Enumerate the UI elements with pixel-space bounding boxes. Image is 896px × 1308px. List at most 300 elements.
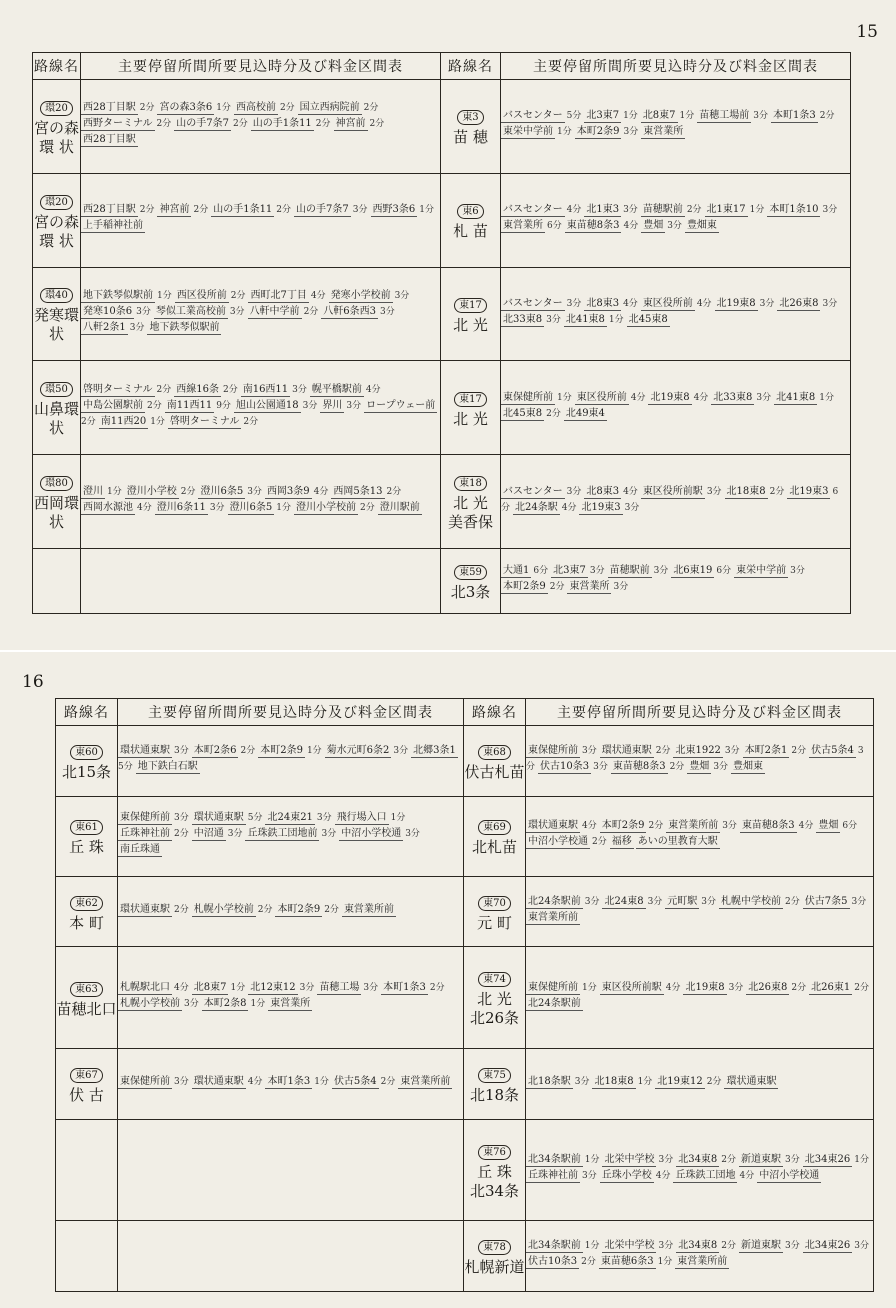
travel-time: 1分 [582, 982, 597, 993]
stop-name: 環状通東駅 [120, 744, 170, 756]
stop-name: 環状通東駅 [193, 1075, 244, 1087]
route-name-cell [33, 80, 81, 174]
stops-sequence [118, 947, 464, 1049]
travel-time: 1分 [107, 486, 122, 497]
stop-name: 北33東8 [503, 313, 543, 325]
stop-name: 札幌中学校前 [721, 895, 782, 907]
stop-name: 幌平橋駅前 [311, 383, 362, 395]
stop-name: 山の手7条7 [296, 204, 349, 216]
route-code-badge: 東74 [478, 972, 511, 987]
header-route-name: 路線名 [441, 53, 501, 80]
route-code-badge: 東60 [70, 745, 103, 760]
travel-time: 3分 [566, 486, 582, 497]
stops-sequence [526, 947, 874, 1049]
travel-time: 4分 [137, 502, 152, 513]
route-row [33, 548, 851, 613]
travel-time: 3分 [363, 982, 379, 993]
travel-time: 2分 [669, 761, 685, 772]
stop-name: 本町2条9 [277, 903, 321, 915]
route-code-badge: 東67 [70, 1068, 103, 1083]
stop-name: 札幌駅北口 [120, 981, 170, 993]
header-table-title: 主要停留所間所要見込時分及び料金区間表 [526, 699, 874, 726]
travel-time: 3分 [822, 205, 838, 216]
route-name: 丘 珠 [477, 1162, 512, 1181]
travel-time: 3分 [174, 745, 189, 756]
route-name-cell [56, 796, 118, 876]
route-name-cell [464, 947, 526, 1049]
route-name-cell [441, 455, 501, 549]
travel-time: 4分 [696, 298, 712, 309]
travel-time: 5分 [247, 813, 263, 824]
travel-time: 1分 [276, 502, 292, 513]
stop-name: 南11西20 [100, 415, 147, 427]
stop-name: 八軒中学前 [249, 305, 300, 317]
route-name: 丘 珠 [69, 838, 104, 857]
travel-time: 3分 [247, 486, 262, 497]
stop-name: 豊畑 [643, 220, 664, 232]
route-name: 伏古札苗 [464, 762, 525, 781]
travel-time: 3分 [706, 486, 722, 497]
timetable-body [56, 726, 874, 1292]
stop-name: 丘珠鉄工団地前 [247, 828, 318, 840]
travel-time: 1分 [314, 1076, 329, 1087]
stop-name: 東保健所前 [503, 391, 553, 403]
travel-time: 3分 [653, 565, 669, 576]
stop-name: 澄川 [83, 485, 103, 497]
stop-name: 北34条駅前 [528, 1154, 581, 1166]
travel-time: 3分 [299, 982, 315, 993]
travel-time: 1分 [557, 127, 572, 138]
stop-name: 本町2条9 [260, 744, 303, 756]
stop-name: 苗穂駅前 [609, 564, 650, 576]
stop-name: 発寒小学校前 [330, 289, 391, 301]
stop-name: 北19東8 [716, 297, 756, 309]
route-name: 北 光 [453, 409, 488, 428]
route-name: 北15条 [61, 762, 112, 781]
stop-name: 北24条駅 [515, 501, 558, 513]
stop-name: 澄川駅前 [379, 501, 420, 513]
stop-name: 澄川小学校前 [296, 501, 357, 513]
stop-name: 北19東12 [657, 1075, 703, 1087]
header-route-name: 路線名 [464, 699, 526, 726]
page-number: 16 [22, 672, 44, 692]
stop-name: 西野3条6 [372, 204, 416, 216]
stop-name: 環状通東駅 [726, 1075, 777, 1087]
travel-time: 3分 [667, 221, 682, 232]
stop-name: 上手稲神社前 [83, 220, 143, 232]
stop-name: 北24条駅前 [528, 997, 581, 1009]
route-name: 北3条 [450, 582, 491, 601]
travel-time: 2分 [721, 1241, 737, 1252]
stop-name: 神宮前 [159, 204, 190, 216]
route-name: 札幌新道 [464, 1258, 525, 1277]
travel-time: 1分 [854, 1155, 869, 1166]
stop-name: 本町2条9 [503, 580, 546, 592]
stop-name: 北18東8 [726, 485, 766, 497]
travel-time: 3分 [394, 290, 410, 301]
route-code-badge: 東78 [478, 1240, 511, 1255]
page-15 [0, 0, 896, 650]
travel-time: 3分 [756, 392, 772, 403]
travel-time: 3分 [623, 205, 638, 216]
travel-time: 2分 [303, 306, 319, 317]
travel-time: 3分 [321, 829, 337, 840]
stop-name: 西線16条 [176, 383, 219, 395]
stops-sequence [526, 876, 874, 947]
stop-name: 北24東8 [604, 895, 644, 907]
stop-name: 南11西11 [166, 399, 213, 411]
travel-time: 4分 [561, 502, 577, 513]
route-name: 北 光 [453, 494, 488, 513]
travel-time: 1分 [749, 205, 765, 216]
header-table-title: 主要停留所間所要見込時分及び料金区間表 [501, 53, 851, 80]
travel-time: 3分 [405, 829, 420, 840]
route-code-badge: 東6 [457, 204, 483, 219]
travel-time: 2分 [791, 982, 807, 993]
stop-name: 菊水元町6条2 [326, 744, 390, 756]
travel-time: 2分 [854, 982, 869, 993]
travel-time: 3分 [302, 400, 318, 411]
stop-name: 北栄中学校 [604, 1154, 655, 1166]
stop-name: 環状通東駅 [193, 812, 244, 824]
travel-time: 2分 [791, 745, 807, 756]
travel-time: 3分 [184, 998, 199, 1009]
stop-name: 福移 [611, 836, 632, 848]
stop-name: 西岡5条13 [333, 485, 383, 497]
route-name-cell [441, 80, 501, 174]
stop-name: 澄川6条11 [156, 501, 206, 513]
stops-sequence [526, 796, 874, 876]
stop-name: 中島公園駅前 [83, 399, 143, 411]
stop-name: 本町2条8 [203, 997, 247, 1009]
stop-name: 啓明ターミナル [83, 383, 153, 395]
stop-name: 南丘珠通 [120, 844, 160, 856]
stop-name: 丘珠鉄工団地 [675, 1170, 736, 1182]
travel-time: 1分 [250, 998, 266, 1009]
travel-time: 4分 [693, 392, 709, 403]
route-name-cell [464, 726, 526, 797]
travel-time: 4分 [310, 290, 326, 301]
route-name-cell [33, 361, 81, 455]
route-row [33, 361, 851, 455]
travel-time: 3分 [209, 502, 225, 513]
travel-time: 2分 [180, 486, 196, 497]
route-code-badge: 東61 [70, 820, 103, 835]
travel-time: 3分 [380, 306, 395, 317]
travel-time: 3分 [352, 205, 368, 216]
route-row [56, 947, 874, 1049]
stop-name: 東区役所前駅 [642, 485, 703, 497]
travel-time: 2分 [276, 205, 292, 216]
travel-time: 3分 [623, 127, 639, 138]
stop-name: 中沼小学校通 [759, 1170, 820, 1182]
route-code-badge: 東75 [478, 1068, 511, 1083]
travel-time: 1分 [157, 290, 172, 301]
route-name: 本 町 [69, 913, 104, 932]
route-row [33, 455, 851, 549]
travel-time: 6分 [501, 486, 839, 513]
stop-name: 東営業所前 [528, 911, 578, 923]
route-row [33, 80, 851, 174]
travel-time: 3分 [851, 896, 867, 907]
travel-time: 3分 [728, 982, 744, 993]
route-code-badge: 東70 [478, 896, 511, 911]
route-name: 山鼻環状 [33, 400, 79, 438]
route-row [56, 1119, 874, 1221]
travel-time: 3分 [790, 565, 805, 576]
stop-name: 伏古10条3 [528, 1256, 578, 1268]
stop-name: 北45東8 [503, 407, 543, 419]
stop-name: 西高校前 [235, 102, 276, 114]
header-route-name: 路線名 [33, 53, 81, 80]
travel-time: 2分 [257, 904, 273, 915]
travel-time: 4分 [174, 982, 189, 993]
travel-time: 2分 [315, 119, 331, 130]
stop-name: 北18条駅 [528, 1075, 571, 1087]
route-code-badge: 東18 [454, 476, 487, 491]
travel-time: 2分 [785, 896, 800, 907]
stop-name: 本町1条10 [769, 204, 819, 216]
travel-time: 3分 [822, 298, 838, 309]
stop-name: 中沼小学校通 [528, 836, 588, 848]
route-name-cell [56, 947, 118, 1049]
stop-name: 東営業所前 [677, 1256, 728, 1268]
stop-name: 本町2条9 [576, 126, 620, 138]
stop-name: 北34東26 [804, 1154, 851, 1166]
empty-cell [81, 548, 441, 613]
stop-name: 啓明ターミナル [169, 415, 240, 427]
route-row [56, 876, 874, 947]
travel-time: 2分 [363, 103, 379, 114]
route-row [33, 173, 851, 267]
stop-name: 丘珠小学校 [601, 1170, 652, 1182]
travel-time: 1分 [819, 392, 834, 403]
stop-name: 伏古5条4 [811, 744, 854, 756]
travel-time: 2分 [648, 821, 664, 832]
stop-name: 北3東7 [553, 564, 586, 576]
travel-time: 1分 [557, 392, 572, 403]
travel-time: 2分 [429, 982, 445, 993]
travel-time: 2分 [232, 119, 248, 130]
travel-time: 2分 [546, 408, 561, 419]
stop-name: 伏古7条5 [804, 895, 848, 907]
stop-name: 苗穂工場 [319, 981, 360, 993]
stop-name: 北24条駅前 [528, 895, 581, 907]
travel-time: 3分 [582, 745, 597, 756]
route-name-cell [33, 455, 81, 549]
travel-time: 2分 [686, 205, 702, 216]
stop-name: 西岡水源池 [83, 501, 133, 513]
stop-name: 北8東3 [586, 485, 620, 497]
stop-name: バスセンター [503, 297, 563, 309]
travel-time: 4分 [630, 392, 646, 403]
travel-time: 4分 [623, 298, 638, 309]
travel-time: 3分 [346, 400, 362, 411]
travel-time: 1分 [216, 103, 231, 114]
empty-cell [33, 548, 81, 613]
stop-name: 山の手1条11 [252, 118, 312, 130]
stops-sequence [526, 1119, 874, 1221]
route-name: 美香保 [447, 513, 493, 532]
route-name: 宮の森 [33, 118, 79, 137]
stop-name: 東営業所 [569, 580, 610, 592]
stop-name: 北26東8 [748, 981, 788, 993]
empty-cell [56, 1221, 118, 1292]
stop-name: 北8東7 [193, 981, 227, 993]
travel-time: 6分 [842, 821, 858, 832]
route-name-cell [56, 726, 118, 797]
stop-name: 東保健所前 [120, 812, 170, 824]
travel-time: 2分 [721, 1155, 737, 1166]
travel-time: 3分 [582, 1171, 597, 1182]
stop-name: 本町1条3 [773, 110, 816, 122]
stop-name: 東区役所前 [576, 391, 627, 403]
stop-name: 旭山公園通18 [235, 399, 299, 411]
route-code-badge: 東69 [478, 820, 511, 835]
stop-name: 北19東3 [789, 485, 829, 497]
stop-name: 東苗穂8条3 [566, 220, 620, 232]
travel-time: 3分 [174, 1076, 189, 1087]
empty-cell [118, 1119, 464, 1221]
stop-name: 豊畑東 [733, 760, 764, 772]
route-name: 北札苗 [471, 838, 517, 857]
travel-time: 1分 [306, 745, 322, 756]
travel-time: 3分 [701, 896, 717, 907]
stop-name: 本町1条3 [267, 1075, 311, 1087]
stop-name: あいの里教育大駅 [637, 836, 718, 848]
travel-time: 3分 [174, 813, 189, 824]
route-name-cell [464, 876, 526, 947]
stops-sequence [501, 455, 851, 549]
travel-time: 1分 [584, 1155, 600, 1166]
stop-name: 東保健所前 [120, 1075, 170, 1087]
travel-time: 2分 [592, 837, 607, 848]
route-row [56, 1221, 874, 1292]
travel-time: 3分 [613, 581, 629, 592]
stop-name: 発寒10条6 [83, 305, 133, 317]
travel-time: 2分 [139, 103, 155, 114]
stop-name: 地下鉄琴似駅前 [149, 321, 220, 333]
travel-time: 3分 [393, 745, 409, 756]
stop-name: 北49東4 [565, 407, 605, 419]
route-code-badge: 東17 [454, 298, 487, 313]
stop-name: 地下鉄琴似駅前 [83, 289, 153, 301]
travel-time: 1分 [657, 1257, 673, 1268]
stop-name: 八軒6条西3 [323, 305, 377, 317]
travel-time: 2分 [655, 745, 671, 756]
travel-time: 3分 [292, 384, 307, 395]
travel-time: 1分 [623, 111, 638, 122]
travel-time: 1分 [679, 111, 695, 122]
route-code-badge: 東68 [478, 745, 511, 760]
travel-time: 6分 [716, 565, 732, 576]
stop-name: バスセンター [503, 110, 563, 122]
travel-time: 1分 [637, 1076, 653, 1087]
stop-name: 東区役所前駅 [601, 981, 662, 993]
stop-name: 北8東7 [642, 110, 676, 122]
stop-name: 北34東8 [678, 1240, 718, 1252]
stop-name: 新道東駅 [741, 1154, 782, 1166]
stops-sequence [501, 361, 851, 455]
stop-name: 西28丁目駅 [83, 134, 136, 146]
travel-time: 2分 [769, 486, 785, 497]
stop-name: 東苗穂6条3 [600, 1256, 654, 1268]
route-row [33, 267, 851, 361]
route-row [56, 726, 874, 797]
route-code-badge: 東59 [454, 565, 487, 580]
travel-time: 4分 [798, 821, 814, 832]
stop-name: 本町2条1 [744, 744, 788, 756]
stop-name: 苗穂駅前 [642, 204, 683, 216]
stop-name: バスセンター [503, 485, 563, 497]
travel-time: 3分 [129, 322, 145, 333]
travel-time: 2分 [279, 103, 295, 114]
stop-name: 北26東8 [779, 297, 819, 309]
stop-name: 南16西11 [242, 383, 289, 395]
travel-time: 3分 [584, 896, 600, 907]
stop-name: 北12東12 [250, 981, 296, 993]
route-name-cell [441, 361, 501, 455]
route-row [56, 796, 874, 876]
route-code-badge: 東62 [70, 896, 103, 911]
route-name-cell [56, 1049, 118, 1120]
travel-time: 2分 [369, 119, 385, 130]
stop-name: 北3東7 [586, 110, 620, 122]
stops-sequence [118, 726, 464, 797]
route-code-badge: 東3 [457, 110, 483, 125]
travel-time: 2分 [706, 1076, 722, 1087]
stop-name: 国立西病院前 [299, 102, 360, 114]
travel-time: 3分 [759, 298, 775, 309]
stop-name: 苗穂工場前 [699, 110, 750, 122]
travel-time: 6分 [547, 221, 562, 232]
travel-time: 3分 [593, 761, 608, 772]
stop-name: 本町2条9 [601, 820, 645, 832]
stop-name: 宮の森3条6 [159, 102, 213, 114]
stop-name: 新道東駅 [741, 1240, 782, 1252]
stops-sequence [81, 455, 441, 549]
stops-sequence [526, 726, 874, 797]
stops-sequence [526, 1221, 874, 1292]
stop-name: 北1東3 [586, 204, 620, 216]
travel-time: 2分 [230, 290, 246, 301]
stop-name: 西野ターミナル [83, 118, 153, 130]
travel-time: 3分 [624, 502, 640, 513]
stops-sequence [118, 796, 464, 876]
route-name: 環 状 [39, 231, 74, 250]
stop-name: 琴似工業高校前 [155, 305, 226, 317]
travel-time: 5分 [118, 761, 133, 772]
stops-sequence [118, 876, 464, 947]
route-code-badge: 環80 [40, 476, 73, 491]
route-name: 西岡環状 [33, 494, 79, 532]
stop-name: 北19東8 [685, 981, 725, 993]
stop-name: 北33東8 [713, 391, 753, 403]
travel-time: 2分 [243, 416, 259, 427]
travel-time: 5分 [566, 111, 582, 122]
travel-time: 4分 [247, 1076, 263, 1087]
timetable-body [33, 80, 851, 614]
stop-name: 山の手7条7 [176, 118, 229, 130]
stop-name: 神宮前 [335, 118, 366, 130]
travel-time: 2分 [324, 904, 339, 915]
route-name: 宮の森 [33, 212, 79, 231]
stop-name: 北6東19 [673, 564, 713, 576]
stop-name: 北41東8 [565, 313, 605, 325]
travel-time: 2分 [581, 1257, 596, 1268]
travel-time: 3分 [647, 896, 663, 907]
route-name: 北26条 [469, 1009, 520, 1028]
